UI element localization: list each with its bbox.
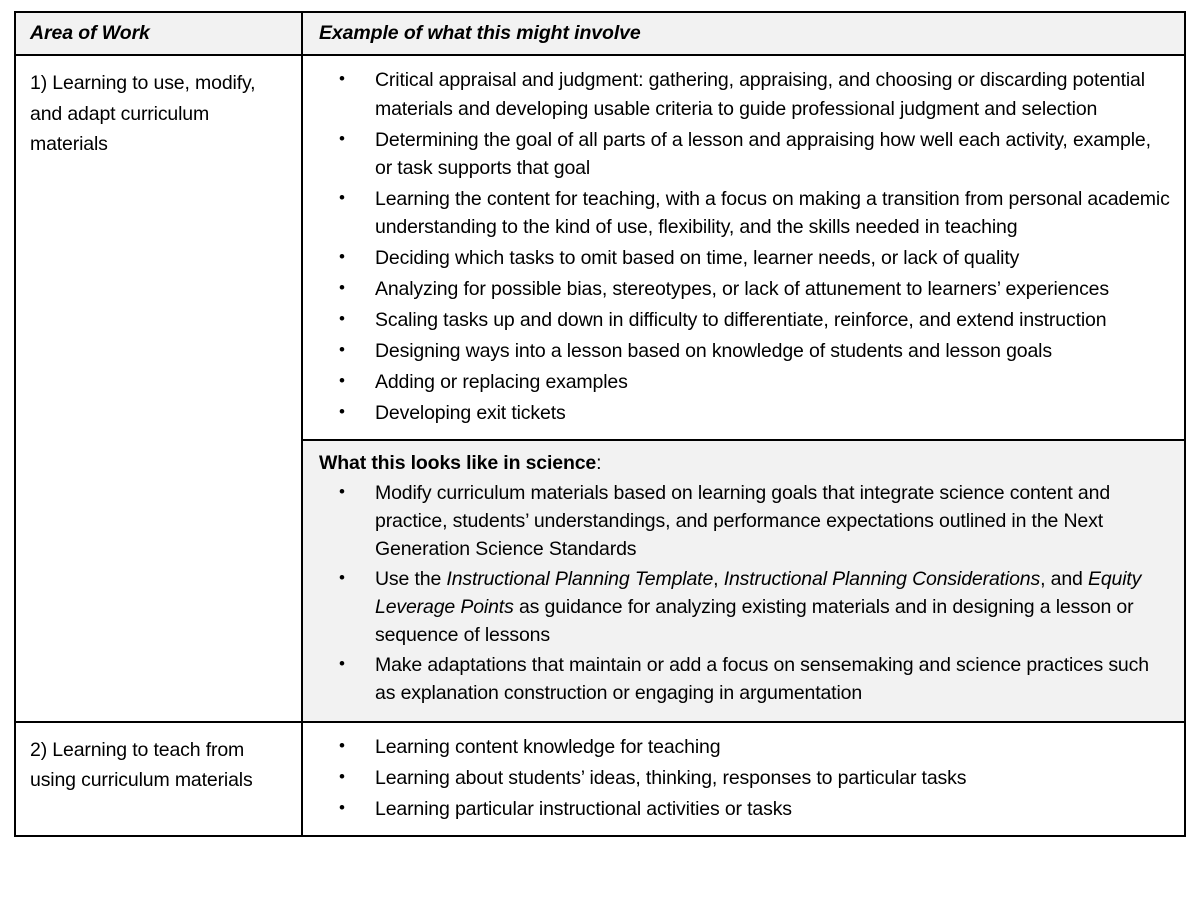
area-of-work-text: 2) Learning to teach from using curriculum materials xyxy=(30,739,253,792)
list-item: • Determining the goal of all parts of a lesson and appraising how well each activity, example, or task supports that goal xyxy=(319,126,1170,182)
list-item: • Developing exit tickets xyxy=(319,399,1170,427)
column-header-area-of-work-label: Area of Work xyxy=(30,22,150,44)
list-item: • Analyzing for possible bias, stereotypes, or lack of attunement to learners’ experiences xyxy=(319,275,1170,303)
list-item: • Deciding which tasks to omit based on time, learner needs, or lack of quality xyxy=(319,244,1170,272)
list-item xyxy=(319,565,1170,649)
example-cell xyxy=(302,55,1185,722)
science-bullet-list xyxy=(319,479,1170,708)
science-example-block xyxy=(303,439,1184,721)
text-segment: , and xyxy=(1040,567,1088,590)
emphasized-term: Equity Leverage Points xyxy=(375,567,1142,618)
example-bullet-block xyxy=(303,56,1184,439)
column-header-area-of-work xyxy=(15,12,302,55)
example-bullet-list xyxy=(319,733,1170,823)
area-of-work-text: 1) Learning to use, modify, and adapt curriculum materials xyxy=(30,72,256,155)
list-item xyxy=(319,651,1170,707)
list-item: • Designing ways into a lesson based on knowledge of students and lesson goals xyxy=(319,337,1170,365)
column-header-example-label: Example of what this might involve xyxy=(319,22,641,44)
example-cell xyxy=(302,722,1185,836)
example-bullet-list xyxy=(319,66,1170,427)
column-header-example xyxy=(302,12,1185,55)
list-item: • Scaling tasks up and down in difficulty to differentiate, reinforce, and extend instruction xyxy=(319,306,1170,334)
table-header-row xyxy=(15,12,1185,55)
list-item: • Learning content knowledge for teaching xyxy=(319,733,1170,761)
science-block-heading xyxy=(319,449,1170,477)
text-segment: Make adaptations that maintain or add a focus on sensemaking and science practices such as explanation construction or engaging in argumentation xyxy=(375,654,1149,705)
science-block-heading-label: What this looks like in science xyxy=(319,452,597,475)
area-of-work-cell xyxy=(15,722,302,836)
list-item: • Learning the content for teaching, with a focus on making a transition from personal academic understanding to the kind of use, flexibility, and the skills needed in teaching xyxy=(319,185,1170,241)
table-row xyxy=(15,722,1185,836)
list-item: • Learning particular instructional activities or tasks xyxy=(319,795,1170,823)
example-bullet-block xyxy=(303,723,1184,835)
science-block-heading-suffix: : xyxy=(596,452,602,475)
text-segment: Modify curriculum materials based on learning goals that integrate science content and practice, students’ understandings, and performance expectations outlined in the Next Generation Science Standards xyxy=(375,481,1111,560)
table-header xyxy=(15,12,1185,55)
text-segment: as guidance for analyzing existing materials and in designing a lesson or sequence of lessons xyxy=(375,595,1134,647)
list-item: • Critical appraisal and judgment: gathering, appraising, and choosing or discarding potential materials and developing usable criteria to guide professional judgment and selection xyxy=(319,66,1170,122)
table-body xyxy=(15,55,1185,836)
list-item xyxy=(319,479,1170,563)
list-item: • Adding or replacing examples xyxy=(319,368,1170,396)
table-row xyxy=(15,55,1185,722)
areas-of-work-table xyxy=(14,11,1186,837)
emphasized-term: Instructional Planning Template xyxy=(446,567,714,590)
emphasized-term: Instructional Planning Considerations xyxy=(723,567,1041,590)
area-of-work-cell xyxy=(15,55,302,722)
list-item: • Learning about students’ ideas, thinking, responses to particular tasks xyxy=(319,764,1170,792)
text-segment: , xyxy=(713,567,724,590)
text-segment: Use the xyxy=(375,567,447,590)
